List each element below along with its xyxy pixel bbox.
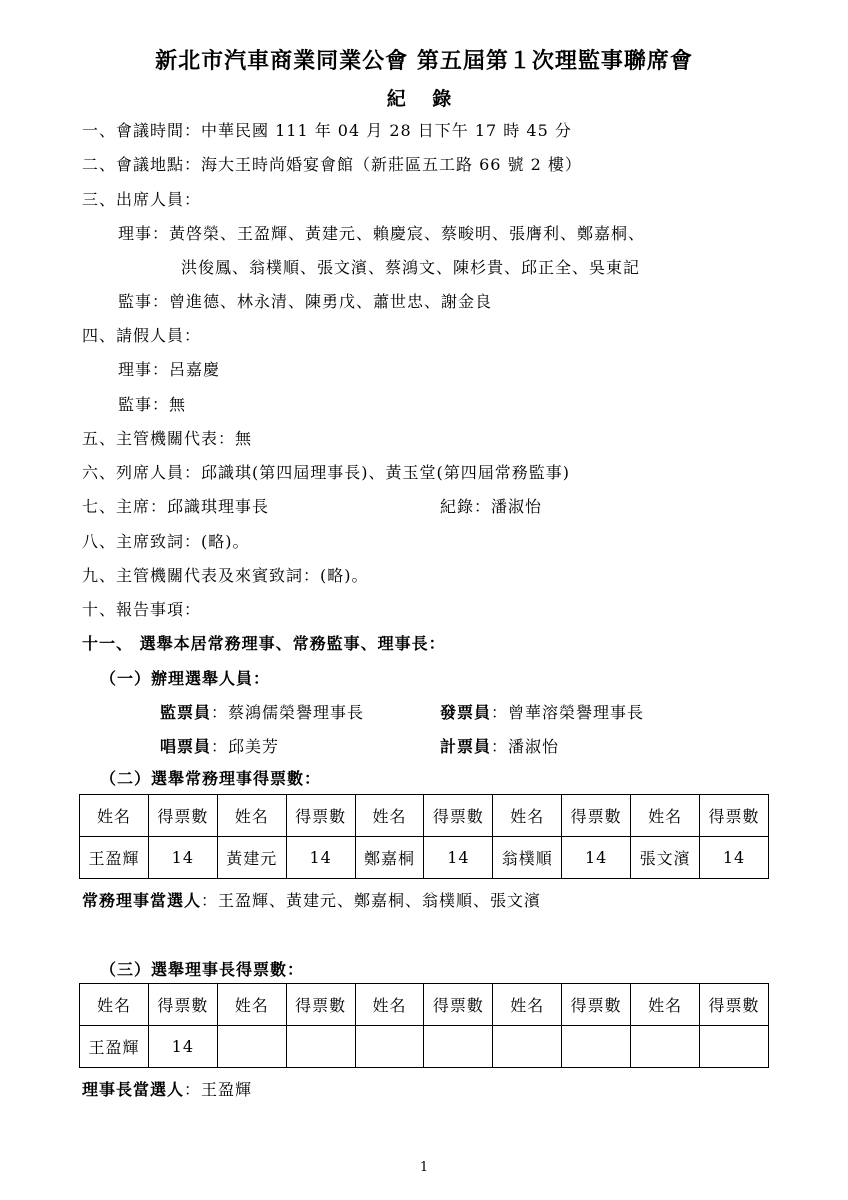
issuer-value: ：曾華溶榮譽理事長 [491,703,645,722]
reports-heading: 十、報告事項： [82,600,202,619]
header-cell: 姓名 [217,984,286,1026]
header-cell: 得票數 [562,795,631,837]
table-cell [700,1026,769,1068]
standing-director-vote-table [79,794,769,879]
header-cell: 得票數 [286,795,355,837]
observers: 六、列席人員：邱識琪(第四屆理事長)、黃玉堂(第四屆常務監事) [82,463,570,482]
table-cell: 14 [700,837,769,879]
monitor-entry [160,702,364,724]
standing-director-result [82,890,541,912]
chairman-result [82,1079,252,1101]
result-label: 理事長當選人 [82,1080,185,1099]
table-cell [217,1026,286,1068]
recorder: 紀錄：潘淑怡 [440,497,543,516]
table-cell [631,1026,700,1068]
supervisors-line: 監事：曾進德、林永清、陳勇戊、蕭世忠、謝金良 [118,292,493,311]
table-cell [355,1026,424,1068]
caller-entry [160,736,279,758]
header-cell: 得票數 [562,984,631,1026]
directors-line-1: 理事：黃啓榮、王盈輝、黃建元、賴慶宸、蔡畯明、張膺利、鄭嘉桐、 [118,224,646,243]
header-cell: 姓名 [80,984,149,1026]
table-cell: 王盈輝 [80,1026,149,1068]
chairman-vote-table [79,983,769,1068]
header-cell: 姓名 [493,795,562,837]
chair-speech: 八、主席致詞：(略)。 [82,532,250,551]
authority-representative: 五、主管機關代表：無 [82,429,253,448]
header-cell: 姓名 [355,795,424,837]
header-cell: 得票數 [700,984,769,1026]
header-cell: 得票數 [424,984,493,1026]
header-cell: 姓名 [631,795,700,837]
table-cell: 王盈輝 [80,837,149,879]
counter-label: 計票員 [440,737,492,756]
page-number: 1 [419,1160,429,1175]
header-cell: 姓名 [217,795,286,837]
table-row [80,837,769,879]
table2-heading: （三）選舉理事長得票數： [100,960,305,979]
chair: 七、主席：邱識琪理事長 [82,497,270,516]
table-row [80,1026,769,1068]
table-header-row [80,795,769,837]
meeting-place: 二、會議地點：海大王時尚婚宴會館（新莊區五工路 66 號 2 樓） [82,155,582,174]
table-cell [493,1026,562,1068]
attendees-heading: 三、出席人員： [82,190,202,209]
table-cell: 14 [148,837,217,879]
table-cell [424,1026,493,1068]
document-subtitle: 紀 錄 [386,88,462,110]
counter-value: ：潘淑怡 [491,737,560,756]
result-label: 常務理事當選人 [82,891,202,910]
table1-heading: （二）選舉常務理事得票數： [100,769,322,788]
leave-supervisors: 監事：無 [118,395,187,414]
header-cell: 得票數 [148,984,217,1026]
issuer-label: 發票員 [440,703,492,722]
header-cell: 得票數 [286,984,355,1026]
monitor-value: ：蔡鴻儒榮譽理事長 [211,703,365,722]
directors-line-2: 洪俊鳳、翁樸順、張文濱、蔡鴻文、陳杉貴、邱正全、吳東記 [181,258,641,277]
result-value: ：王盈輝 [184,1080,253,1099]
table-header-row [80,984,769,1026]
table-cell [286,1026,355,1068]
table-cell: 14 [148,1026,217,1068]
header-cell: 姓名 [493,984,562,1026]
table-cell [562,1026,631,1068]
document-title: 新北市汽車商業同業公會 第五屆第１次理監事聯席會 [155,49,693,74]
header-cell: 得票數 [700,795,769,837]
table-cell: 鄭嘉桐 [355,837,424,879]
table-cell: 黃建元 [217,837,286,879]
monitor-label: 監票員 [160,703,212,722]
header-cell: 姓名 [631,984,700,1026]
leave-heading: 四、請假人員： [82,326,202,345]
header-cell: 得票數 [148,795,217,837]
issuer-entry [440,702,644,724]
counter-entry [440,736,559,758]
table-cell: 翁樸順 [493,837,562,879]
meeting-time: 一、會議時間：中華民國 111 年 04 月 28 日下午 17 時 45 分 [82,121,572,140]
election-heading: 十一、 選舉本居常務理事、常務監事、理事長： [82,634,446,653]
leave-directors: 理事：呂嘉慶 [118,360,221,379]
header-cell: 得票數 [424,795,493,837]
table-cell: 14 [286,837,355,879]
header-cell: 姓名 [355,984,424,1026]
header-cell: 姓名 [80,795,149,837]
result-value: ：王盈輝、黃建元、鄭嘉桐、翁樸順、張文濱 [201,891,542,910]
table-cell: 張文濱 [631,837,700,879]
election-staff-heading: （一）辦理選舉人員： [100,669,271,688]
table-cell: 14 [562,837,631,879]
guest-speech: 九、主管機關代表及來賓致詞：(略)。 [82,566,369,585]
caller-value: ：邱美芳 [211,737,280,756]
table-cell: 14 [424,837,493,879]
caller-label: 唱票員 [160,737,212,756]
